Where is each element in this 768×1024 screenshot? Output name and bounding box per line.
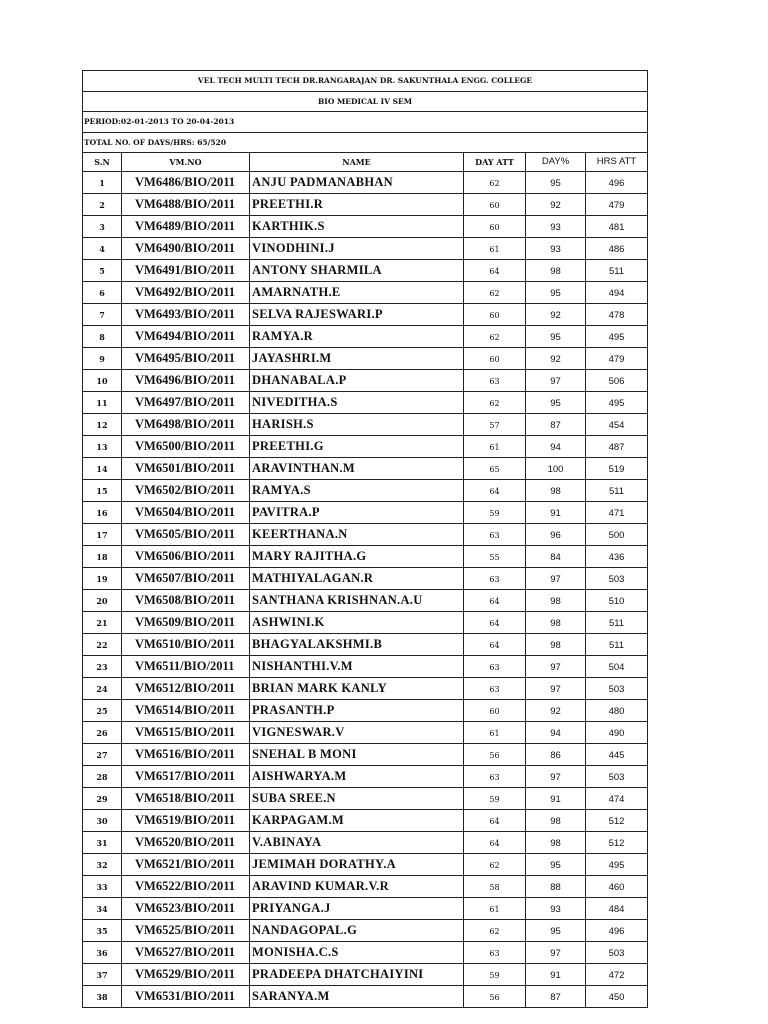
cell-day-att: 58	[464, 876, 526, 898]
college-title: VEL TECH MULTI TECH DR.RANGARAJAN DR. SAKUNTHALA ENGG. COLLEGE	[83, 71, 648, 92]
cell-hrs-att: 500	[586, 524, 648, 546]
cell-vmno: VM6520/BIO/2011	[122, 832, 250, 854]
cell-hrs-att: 480	[586, 700, 648, 722]
cell-sn: 37	[83, 964, 122, 986]
cell-day-pct: 95	[526, 282, 586, 304]
cell-hrs-att: 495	[586, 392, 648, 414]
table-row	[83, 502, 648, 524]
cell-vmno: VM6488/BIO/2011	[122, 194, 250, 216]
cell-sn: 30	[83, 810, 122, 832]
cell-day-pct: 91	[526, 502, 586, 524]
cell-day-pct: 88	[526, 876, 586, 898]
cell-day-att: 63	[464, 678, 526, 700]
table-row	[83, 546, 648, 568]
cell-sn: 2	[83, 194, 122, 216]
cell-vmno: VM6500/BIO/2011	[122, 436, 250, 458]
cell-hrs-att: 481	[586, 216, 648, 238]
cell-day-att: 63	[464, 942, 526, 964]
cell-hrs-att: 454	[586, 414, 648, 436]
cell-sn: 12	[83, 414, 122, 436]
table-row	[83, 480, 648, 502]
cell-day-att: 61	[464, 436, 526, 458]
cell-day-att: 56	[464, 986, 526, 1008]
cell-sn: 6	[83, 282, 122, 304]
cell-hrs-att: 495	[586, 326, 648, 348]
cell-vmno: VM6531/BIO/2011	[122, 986, 250, 1008]
cell-name: RAMYA.S	[250, 480, 464, 502]
cell-sn: 38	[83, 986, 122, 1008]
cell-day-pct: 94	[526, 722, 586, 744]
cell-sn: 36	[83, 942, 122, 964]
cell-day-att: 60	[464, 304, 526, 326]
cell-name: ASHWINI.K	[250, 612, 464, 634]
cell-sn: 4	[83, 238, 122, 260]
cell-hrs-att: 510	[586, 590, 648, 612]
cell-day-att: 57	[464, 414, 526, 436]
cell-sn: 8	[83, 326, 122, 348]
cell-name: NISHANTHI.V.M	[250, 656, 464, 678]
cell-sn: 27	[83, 744, 122, 766]
cell-vmno: VM6491/BIO/2011	[122, 260, 250, 282]
cell-hrs-att: 512	[586, 810, 648, 832]
cell-day-att: 56	[464, 744, 526, 766]
table-row	[83, 832, 648, 854]
cell-name: VIGNESWAR.V	[250, 722, 464, 744]
cell-vmno: VM6494/BIO/2011	[122, 326, 250, 348]
table-row	[83, 238, 648, 260]
cell-sn: 34	[83, 898, 122, 920]
cell-hrs-att: 503	[586, 766, 648, 788]
cell-vmno: VM6504/BIO/2011	[122, 502, 250, 524]
cell-name: ARAVINTHAN.M	[250, 458, 464, 480]
cell-sn: 9	[83, 348, 122, 370]
cell-hrs-att: 479	[586, 194, 648, 216]
cell-day-att: 62	[464, 326, 526, 348]
cell-name: PRADEEPA DHATCHAIYINI	[250, 964, 464, 986]
cell-name: SELVA RAJESWARI.P	[250, 304, 464, 326]
department-title: BIO MEDICAL IV SEM	[83, 91, 648, 112]
cell-vmno: VM6486/BIO/2011	[122, 172, 250, 194]
cell-name: RAMYA.R	[250, 326, 464, 348]
cell-hrs-att: 486	[586, 238, 648, 260]
table-row	[83, 766, 648, 788]
cell-vmno: VM6523/BIO/2011	[122, 898, 250, 920]
cell-day-pct: 97	[526, 656, 586, 678]
cell-day-pct: 93	[526, 898, 586, 920]
cell-day-pct: 87	[526, 414, 586, 436]
cell-vmno: VM6492/BIO/2011	[122, 282, 250, 304]
cell-day-att: 62	[464, 282, 526, 304]
table-row	[83, 304, 648, 326]
cell-hrs-att: 478	[586, 304, 648, 326]
cell-day-pct: 93	[526, 238, 586, 260]
cell-name: PAVITRA.P	[250, 502, 464, 524]
cell-hrs-att: 471	[586, 502, 648, 524]
cell-day-att: 59	[464, 502, 526, 524]
cell-day-pct: 94	[526, 436, 586, 458]
cell-sn: 21	[83, 612, 122, 634]
table-row	[83, 172, 648, 194]
cell-hrs-att: 487	[586, 436, 648, 458]
cell-sn: 13	[83, 436, 122, 458]
table-row	[83, 612, 648, 634]
table-row	[83, 678, 648, 700]
cell-name: BHAGYALAKSHMI.B	[250, 634, 464, 656]
cell-name: PREETHI.G	[250, 436, 464, 458]
cell-hrs-att: 511	[586, 634, 648, 656]
table-row	[83, 634, 648, 656]
cell-day-pct: 95	[526, 392, 586, 414]
cell-vmno: VM6515/BIO/2011	[122, 722, 250, 744]
table-row	[83, 986, 648, 1008]
cell-day-pct: 98	[526, 590, 586, 612]
cell-day-att: 64	[464, 480, 526, 502]
cell-vmno: VM6493/BIO/2011	[122, 304, 250, 326]
cell-name: ARAVIND KUMAR.V.R	[250, 876, 464, 898]
table-row	[83, 348, 648, 370]
cell-hrs-att: 503	[586, 678, 648, 700]
cell-day-pct: 98	[526, 810, 586, 832]
cell-day-att: 59	[464, 788, 526, 810]
cell-day-pct: 92	[526, 348, 586, 370]
column-header-vmno: VM.NO	[122, 153, 250, 172]
cell-day-att: 63	[464, 524, 526, 546]
cell-day-att: 64	[464, 260, 526, 282]
cell-name: BRIAN MARK KANLY	[250, 678, 464, 700]
table-row	[83, 744, 648, 766]
cell-day-att: 64	[464, 810, 526, 832]
table-row	[83, 414, 648, 436]
cell-hrs-att: 496	[586, 920, 648, 942]
cell-sn: 35	[83, 920, 122, 942]
cell-name: AMARNATH.E	[250, 282, 464, 304]
table-row	[83, 898, 648, 920]
cell-sn: 28	[83, 766, 122, 788]
cell-day-pct: 92	[526, 194, 586, 216]
cell-hrs-att: 506	[586, 370, 648, 392]
cell-day-att: 62	[464, 392, 526, 414]
cell-day-pct: 92	[526, 304, 586, 326]
table-row	[83, 568, 648, 590]
cell-name: VINODHINI.J	[250, 238, 464, 260]
cell-sn: 17	[83, 524, 122, 546]
cell-day-att: 65	[464, 458, 526, 480]
cell-day-att: 60	[464, 700, 526, 722]
cell-name: SNEHAL B MONI	[250, 744, 464, 766]
cell-day-pct: 98	[526, 480, 586, 502]
cell-day-att: 62	[464, 172, 526, 194]
cell-hrs-att: 445	[586, 744, 648, 766]
cell-vmno: VM6495/BIO/2011	[122, 348, 250, 370]
cell-day-pct: 95	[526, 172, 586, 194]
cell-name: NIVEDITHA.S	[250, 392, 464, 414]
cell-sn: 25	[83, 700, 122, 722]
cell-sn: 31	[83, 832, 122, 854]
cell-name: MARY RAJITHA.G	[250, 546, 464, 568]
cell-day-pct: 98	[526, 634, 586, 656]
cell-vmno: VM6516/BIO/2011	[122, 744, 250, 766]
cell-day-att: 62	[464, 854, 526, 876]
cell-sn: 7	[83, 304, 122, 326]
cell-sn: 24	[83, 678, 122, 700]
cell-day-att: 61	[464, 898, 526, 920]
cell-hrs-att: 511	[586, 480, 648, 502]
cell-vmno: VM6497/BIO/2011	[122, 392, 250, 414]
table-row	[83, 920, 648, 942]
cell-hrs-att: 519	[586, 458, 648, 480]
cell-sn: 5	[83, 260, 122, 282]
cell-sn: 32	[83, 854, 122, 876]
cell-day-pct: 97	[526, 678, 586, 700]
table-row	[83, 700, 648, 722]
table-row	[83, 810, 648, 832]
column-header-day-att: DAY ATT	[464, 153, 526, 172]
cell-sn: 14	[83, 458, 122, 480]
cell-vmno: VM6522/BIO/2011	[122, 876, 250, 898]
cell-day-pct: 87	[526, 986, 586, 1008]
table-row	[83, 216, 648, 238]
cell-day-pct: 93	[526, 216, 586, 238]
cell-name: SUBA SREE.N	[250, 788, 464, 810]
cell-sn: 16	[83, 502, 122, 524]
cell-hrs-att: 450	[586, 986, 648, 1008]
cell-day-att: 64	[464, 832, 526, 854]
table-row	[83, 260, 648, 282]
cell-sn: 23	[83, 656, 122, 678]
table-row	[83, 524, 648, 546]
cell-vmno: VM6511/BIO/2011	[122, 656, 250, 678]
cell-name: HARISH.S	[250, 414, 464, 436]
column-header-name: NAME	[250, 153, 464, 172]
cell-name: ANJU PADMANABHAN	[250, 172, 464, 194]
cell-day-pct: 91	[526, 964, 586, 986]
cell-vmno: VM6508/BIO/2011	[122, 590, 250, 612]
cell-day-att: 63	[464, 568, 526, 590]
column-header-hrs-att: HRS ATT	[586, 153, 648, 172]
cell-day-att: 60	[464, 194, 526, 216]
cell-vmno: VM6490/BIO/2011	[122, 238, 250, 260]
cell-sn: 18	[83, 546, 122, 568]
cell-day-att: 59	[464, 964, 526, 986]
cell-vmno: VM6501/BIO/2011	[122, 458, 250, 480]
table-body	[83, 172, 648, 1008]
cell-vmno: VM6505/BIO/2011	[122, 524, 250, 546]
cell-hrs-att: 511	[586, 612, 648, 634]
cell-day-pct: 95	[526, 854, 586, 876]
cell-name: PREETHI.R	[250, 194, 464, 216]
attendance-table	[82, 70, 648, 1008]
cell-day-pct: 97	[526, 766, 586, 788]
cell-day-att: 63	[464, 370, 526, 392]
table-row	[83, 876, 648, 898]
cell-name: PRIYANGA.J	[250, 898, 464, 920]
table-row	[83, 326, 648, 348]
table-row	[83, 722, 648, 744]
cell-sn: 11	[83, 392, 122, 414]
cell-sn: 33	[83, 876, 122, 898]
cell-name: KARPAGAM.M	[250, 810, 464, 832]
cell-vmno: VM6525/BIO/2011	[122, 920, 250, 942]
cell-hrs-att: 460	[586, 876, 648, 898]
cell-day-att: 63	[464, 766, 526, 788]
cell-vmno: VM6510/BIO/2011	[122, 634, 250, 656]
cell-vmno: VM6512/BIO/2011	[122, 678, 250, 700]
period-label: PERIOD:02-01-2013 TO 20-04-2013	[83, 112, 648, 133]
cell-day-pct: 98	[526, 612, 586, 634]
cell-day-att: 61	[464, 238, 526, 260]
column-header-row	[83, 153, 648, 172]
cell-day-att: 60	[464, 348, 526, 370]
cell-day-pct: 95	[526, 920, 586, 942]
cell-hrs-att: 472	[586, 964, 648, 986]
table-row	[83, 370, 648, 392]
cell-name: JEMIMAH DORATHY.A	[250, 854, 464, 876]
cell-day-pct: 97	[526, 568, 586, 590]
cell-name: ANTONY SHARMILA	[250, 260, 464, 282]
cell-sn: 1	[83, 172, 122, 194]
table-row	[83, 194, 648, 216]
cell-vmno: VM6514/BIO/2011	[122, 700, 250, 722]
cell-vmno: VM6509/BIO/2011	[122, 612, 250, 634]
cell-vmno: VM6518/BIO/2011	[122, 788, 250, 810]
cell-hrs-att: 512	[586, 832, 648, 854]
cell-day-pct: 98	[526, 260, 586, 282]
cell-day-att: 55	[464, 546, 526, 568]
cell-name: JAYASHRI.M	[250, 348, 464, 370]
cell-vmno: VM6498/BIO/2011	[122, 414, 250, 436]
cell-sn: 20	[83, 590, 122, 612]
cell-day-att: 64	[464, 634, 526, 656]
cell-name: SANTHANA KRISHNAN.A.U	[250, 590, 464, 612]
cell-hrs-att: 436	[586, 546, 648, 568]
cell-day-pct: 86	[526, 744, 586, 766]
cell-hrs-att: 496	[586, 172, 648, 194]
cell-sn: 3	[83, 216, 122, 238]
column-header-sn: S.N	[83, 153, 122, 172]
cell-day-pct: 84	[526, 546, 586, 568]
cell-hrs-att: 503	[586, 568, 648, 590]
cell-hrs-att: 490	[586, 722, 648, 744]
cell-name: SARANYA.M	[250, 986, 464, 1008]
cell-name: MATHIYALAGAN.R	[250, 568, 464, 590]
cell-vmno: VM6507/BIO/2011	[122, 568, 250, 590]
cell-day-pct: 97	[526, 942, 586, 964]
cell-name: KEERTHANA.N	[250, 524, 464, 546]
cell-sn: 15	[83, 480, 122, 502]
cell-day-att: 64	[464, 590, 526, 612]
cell-sn: 26	[83, 722, 122, 744]
table-row	[83, 854, 648, 876]
cell-sn: 10	[83, 370, 122, 392]
table-row	[83, 282, 648, 304]
cell-day-pct: 97	[526, 370, 586, 392]
cell-day-att: 63	[464, 656, 526, 678]
cell-hrs-att: 511	[586, 260, 648, 282]
cell-name: DHANABALA.P	[250, 370, 464, 392]
cell-hrs-att: 474	[586, 788, 648, 810]
cell-vmno: VM6527/BIO/2011	[122, 942, 250, 964]
cell-sn: 22	[83, 634, 122, 656]
cell-vmno: VM6519/BIO/2011	[122, 810, 250, 832]
table-row	[83, 656, 648, 678]
cell-vmno: VM6506/BIO/2011	[122, 546, 250, 568]
cell-day-pct: 98	[526, 832, 586, 854]
cell-hrs-att: 495	[586, 854, 648, 876]
cell-hrs-att: 484	[586, 898, 648, 920]
cell-vmno: VM6489/BIO/2011	[122, 216, 250, 238]
cell-day-pct: 92	[526, 700, 586, 722]
cell-sn: 19	[83, 568, 122, 590]
table-row	[83, 590, 648, 612]
cell-name: KARTHIK.S	[250, 216, 464, 238]
cell-day-att: 64	[464, 612, 526, 634]
table-row	[83, 392, 648, 414]
cell-name: AISHWARYA.M	[250, 766, 464, 788]
cell-day-pct: 100	[526, 458, 586, 480]
cell-vmno: VM6517/BIO/2011	[122, 766, 250, 788]
cell-day-pct: 95	[526, 326, 586, 348]
table-row	[83, 964, 648, 986]
cell-sn: 29	[83, 788, 122, 810]
cell-hrs-att: 494	[586, 282, 648, 304]
cell-vmno: VM6521/BIO/2011	[122, 854, 250, 876]
cell-vmno: VM6502/BIO/2011	[122, 480, 250, 502]
table-row	[83, 942, 648, 964]
table-row	[83, 458, 648, 480]
cell-day-att: 61	[464, 722, 526, 744]
cell-hrs-att: 504	[586, 656, 648, 678]
cell-vmno: VM6529/BIO/2011	[122, 964, 250, 986]
cell-hrs-att: 503	[586, 942, 648, 964]
cell-name: PRASANTH.P	[250, 700, 464, 722]
cell-hrs-att: 479	[586, 348, 648, 370]
table-row	[83, 436, 648, 458]
column-header-day-pct: DAY%	[526, 153, 586, 172]
cell-day-att: 62	[464, 920, 526, 942]
cell-name: V.ABINAYA	[250, 832, 464, 854]
cell-day-pct: 91	[526, 788, 586, 810]
cell-day-pct: 96	[526, 524, 586, 546]
cell-day-att: 60	[464, 216, 526, 238]
total-days-label: TOTAL NO. OF DAYS/HRS: 65/520	[83, 132, 648, 153]
cell-name: MONISHA.C.S	[250, 942, 464, 964]
cell-name: NANDAGOPAL.G	[250, 920, 464, 942]
table-row	[83, 788, 648, 810]
cell-vmno: VM6496/BIO/2011	[122, 370, 250, 392]
